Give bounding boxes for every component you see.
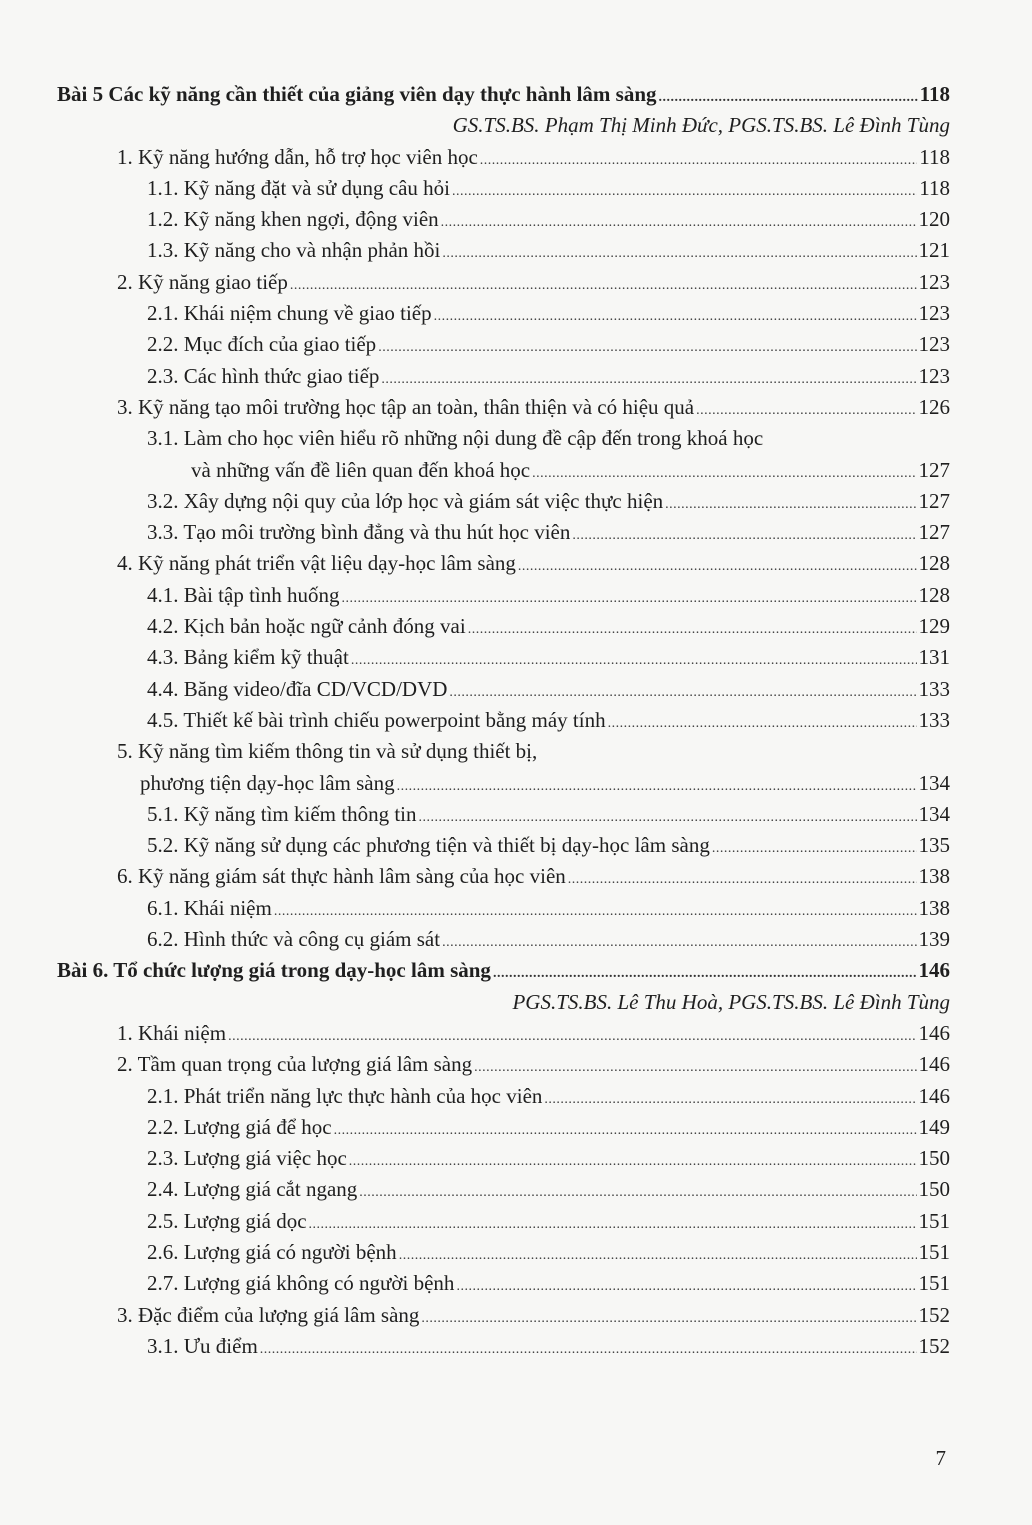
dot-leader	[572, 520, 916, 551]
entry-title: 2.2. Lượng giá để học	[147, 1114, 332, 1139]
dot-leader	[474, 1052, 916, 1083]
dot-leader	[342, 583, 917, 614]
toc-subsection	[57, 924, 950, 955]
toc-subsection	[57, 235, 950, 266]
toc-subsection	[57, 173, 950, 204]
dot-leader	[518, 551, 917, 582]
toc-subsection	[57, 705, 950, 736]
toc-authors	[57, 987, 950, 1018]
entry-title: và những vấn đề liên quan đến khoá học	[191, 457, 531, 482]
entry-title: 6. Kỹ năng giám sát thực hành lâm sàng của học viên	[117, 864, 566, 889]
entry-page-number: 121	[918, 238, 950, 263]
dot-leader	[334, 1115, 917, 1146]
entry-page-number: 150	[918, 1177, 950, 1202]
entry-title: 6.2. Hình thức và công cụ giám sát	[147, 927, 441, 952]
entry-title: 3.2. Xây dựng nội quy của lớp học và giám sát việc thực hiện	[147, 488, 664, 513]
toc-subsection	[57, 1112, 950, 1143]
dot-leader	[434, 301, 917, 332]
toc-subsection	[57, 423, 950, 454]
entry-page-number: 134	[918, 770, 950, 795]
dot-leader	[359, 1177, 916, 1208]
entry-page-number: 150	[918, 1146, 950, 1171]
entry-title: 5.2. Kỹ năng sử dụng các phương tiện và thiết bị dạy-học lâm sàng	[147, 833, 710, 858]
dot-leader	[441, 207, 917, 238]
toc-subsection	[57, 517, 950, 548]
entry-page-number: 118	[919, 175, 950, 200]
toc-subsection	[57, 580, 950, 611]
entry-page-number: 128	[918, 582, 950, 607]
entry-title: 3.1. Làm cho học viên hiểu rõ những nội dung đề cập đến trong khoá học	[147, 426, 764, 451]
entry-page-number: 120	[918, 207, 950, 232]
entry-page-number: 123	[918, 301, 950, 326]
dot-leader	[712, 833, 917, 864]
dot-leader	[421, 1303, 916, 1334]
toc-subsection	[57, 1143, 950, 1174]
dot-leader	[349, 1146, 917, 1177]
toc-subsection	[57, 642, 950, 673]
entry-page-number: 133	[918, 676, 950, 701]
toc-section	[57, 1049, 950, 1080]
entry-title: 2. Tầm quan trọng của lượng giá lâm sàng	[117, 1052, 473, 1077]
dot-leader	[290, 270, 917, 301]
entry-title: 2.3. Lượng giá việc học	[147, 1146, 347, 1171]
dot-leader	[381, 364, 916, 395]
toc-subsection	[57, 329, 950, 360]
toc-subsection	[57, 1081, 950, 1112]
dot-leader	[399, 1240, 917, 1271]
entry-page-number: 118	[919, 82, 950, 106]
page-number: 7	[935, 1446, 946, 1470]
toc-subsection	[57, 893, 950, 924]
dot-leader	[260, 1334, 917, 1365]
entry-title: 2.6. Lượng giá có người bệnh	[147, 1239, 397, 1264]
entry-title: 4.5. Thiết kế bài trình chiếu powerpoint bằng máy tính	[147, 707, 606, 732]
entry-title: 6.1. Khái niệm	[147, 895, 272, 920]
dot-leader	[452, 176, 917, 207]
entry-title: Bài 6. Tổ chức lượng giá trong dạy-học lâm sàng	[57, 958, 491, 983]
entry-title: 3. Kỹ năng tạo môi trường học tập an toàn, thân thiện và có hiệu quả	[117, 394, 695, 419]
toc-section	[57, 142, 950, 173]
entry-page-number: 151	[918, 1239, 950, 1264]
entry-page-number: 152	[918, 1333, 950, 1358]
dot-leader	[493, 958, 917, 989]
entry-page-number: 146	[918, 1083, 950, 1108]
entry-title: 1.3. Kỹ năng cho và nhận phản hồi	[147, 238, 441, 263]
dot-leader	[397, 771, 917, 802]
toc-subsection	[57, 361, 950, 392]
entry-page-number: 146	[918, 1020, 950, 1045]
toc-subsection	[57, 204, 950, 235]
entry-page-number: 127	[918, 520, 950, 545]
entry-page-number: 133	[918, 707, 950, 732]
toc-subsection	[57, 1268, 950, 1299]
toc-section	[57, 392, 950, 423]
dot-leader	[442, 238, 916, 269]
dot-leader	[696, 395, 916, 426]
entry-page-number: 123	[918, 332, 950, 357]
entry-title: 1. Kỹ năng hướng dẫn, hỗ trợ học viên học	[117, 144, 478, 169]
entry-page-number: 131	[918, 645, 950, 670]
toc-section	[57, 1300, 950, 1331]
dot-leader	[608, 708, 917, 739]
table-of-contents	[57, 79, 950, 1362]
toc-subsection	[57, 1237, 950, 1268]
entry-title: 3.1. Ưu điểm	[147, 1333, 258, 1358]
entry-page-number: 151	[918, 1271, 950, 1296]
entry-page-number: 127	[918, 488, 950, 513]
entry-title: 4. Kỹ năng phát triển vật liệu dạy-học lâm sàng	[117, 551, 516, 576]
toc-authors	[57, 110, 950, 141]
entry-page-number: 134	[918, 801, 950, 826]
entry-title: 4.1. Bài tập tình huống	[147, 582, 340, 607]
entry-page-number: 149	[918, 1114, 950, 1139]
entry-title: 2.3. Các hình thức giao tiếp	[147, 363, 380, 388]
entry-page-number: 151	[918, 1208, 950, 1233]
entry-page-number: 146	[918, 1052, 950, 1077]
toc-section-continuation	[57, 768, 950, 799]
dot-leader	[568, 864, 917, 895]
entry-page-number: 128	[918, 551, 950, 576]
toc-section	[57, 1018, 950, 1049]
entry-page-number: 123	[918, 363, 950, 388]
toc-subsection	[57, 1206, 950, 1237]
entry-page-number: 138	[918, 895, 950, 920]
toc-subsection	[57, 611, 950, 642]
dot-leader	[442, 927, 916, 958]
toc-subsection	[57, 486, 950, 517]
toc-subsection-continuation	[57, 455, 950, 486]
toc-section	[57, 267, 950, 298]
dot-leader	[468, 614, 917, 645]
entry-page-number: 127	[918, 457, 950, 482]
toc-subsection	[57, 1331, 950, 1362]
entry-title: 5.1. Kỹ năng tìm kiếm thông tin	[147, 801, 417, 826]
entry-page-number: 135	[918, 833, 950, 858]
dot-leader	[309, 1209, 917, 1240]
entry-page-number: 126	[918, 394, 950, 419]
authors-text: PGS.TS.BS. Lê Thu Hoà, PGS.TS.BS. Lê Đình Tùng	[512, 989, 950, 1014]
entry-title: 3. Đặc điểm của lượng giá lâm sàng	[117, 1302, 420, 1327]
dot-leader	[544, 1084, 916, 1115]
toc-subsection	[57, 799, 950, 830]
toc-section	[57, 736, 950, 767]
toc-lesson-heading	[57, 955, 950, 986]
entry-page-number: 152	[918, 1302, 950, 1327]
toc-subsection	[57, 830, 950, 861]
entry-title: 4.2. Kịch bản hoặc ngữ cảnh đóng vai	[147, 614, 466, 639]
entry-title: 2.2. Mục đích của giao tiếp	[147, 332, 377, 357]
toc-lesson-heading	[57, 79, 950, 110]
dot-leader	[418, 802, 916, 833]
entry-page-number: 139	[918, 927, 950, 952]
dot-leader	[659, 82, 918, 113]
dot-leader	[274, 896, 917, 927]
dot-leader	[532, 458, 916, 489]
dot-leader	[480, 145, 917, 176]
entry-title: 2.7. Lượng giá không có người bệnh	[147, 1271, 455, 1296]
toc-subsection	[57, 674, 950, 705]
entry-title: 1.2. Kỹ năng khen ngợi, động viên	[147, 207, 439, 232]
toc-subsection	[57, 1174, 950, 1205]
entry-title: 2.5. Lượng giá dọc	[147, 1208, 307, 1233]
dot-leader	[449, 677, 916, 708]
entry-title: 1. Khái niệm	[117, 1020, 227, 1045]
entry-page-number: 146	[918, 958, 950, 983]
entry-title: 1.1. Kỹ năng đặt và sử dụng câu hỏi	[147, 175, 450, 200]
entry-title: 2.4. Lượng giá cắt ngang	[147, 1177, 358, 1202]
entry-title: 2. Kỹ năng giao tiếp	[117, 269, 288, 294]
entry-title: 4.4. Băng video/đĩa CD/VCD/DVD	[147, 676, 448, 701]
dot-leader	[456, 1271, 916, 1302]
toc-section	[57, 861, 950, 892]
entry-title: 4.3. Bảng kiểm kỹ thuật	[147, 645, 349, 670]
entry-page-number: 118	[919, 144, 950, 169]
dot-leader	[378, 332, 916, 363]
dot-leader	[351, 645, 917, 676]
entry-page-number: 129	[918, 614, 950, 639]
entry-title: phương tiện dạy-học lâm sàng	[140, 770, 395, 795]
toc-section	[57, 548, 950, 579]
entry-title: Bài 5 Các kỹ năng cần thiết của giảng viên dạy thực hành lâm sàng	[57, 82, 657, 106]
entry-page-number: 123	[918, 269, 950, 294]
entry-title: 5. Kỹ năng tìm kiếm thông tin và sử dụng thiết bị,	[117, 739, 538, 764]
entry-title: 3.3. Tạo môi trường bình đẳng và thu hút học viên	[147, 520, 571, 545]
dot-leader	[228, 1021, 916, 1052]
entry-title: 2.1. Khái niệm chung về giao tiếp	[147, 301, 432, 326]
toc-subsection	[57, 298, 950, 329]
authors-text: GS.TS.BS. Phạm Thị Minh Đức, PGS.TS.BS. Lê Đình Tùng	[452, 113, 950, 138]
entry-title: 2.1. Phát triển năng lực thực hành của học viên	[147, 1083, 543, 1108]
dot-leader	[665, 489, 916, 520]
entry-page-number: 138	[918, 864, 950, 889]
